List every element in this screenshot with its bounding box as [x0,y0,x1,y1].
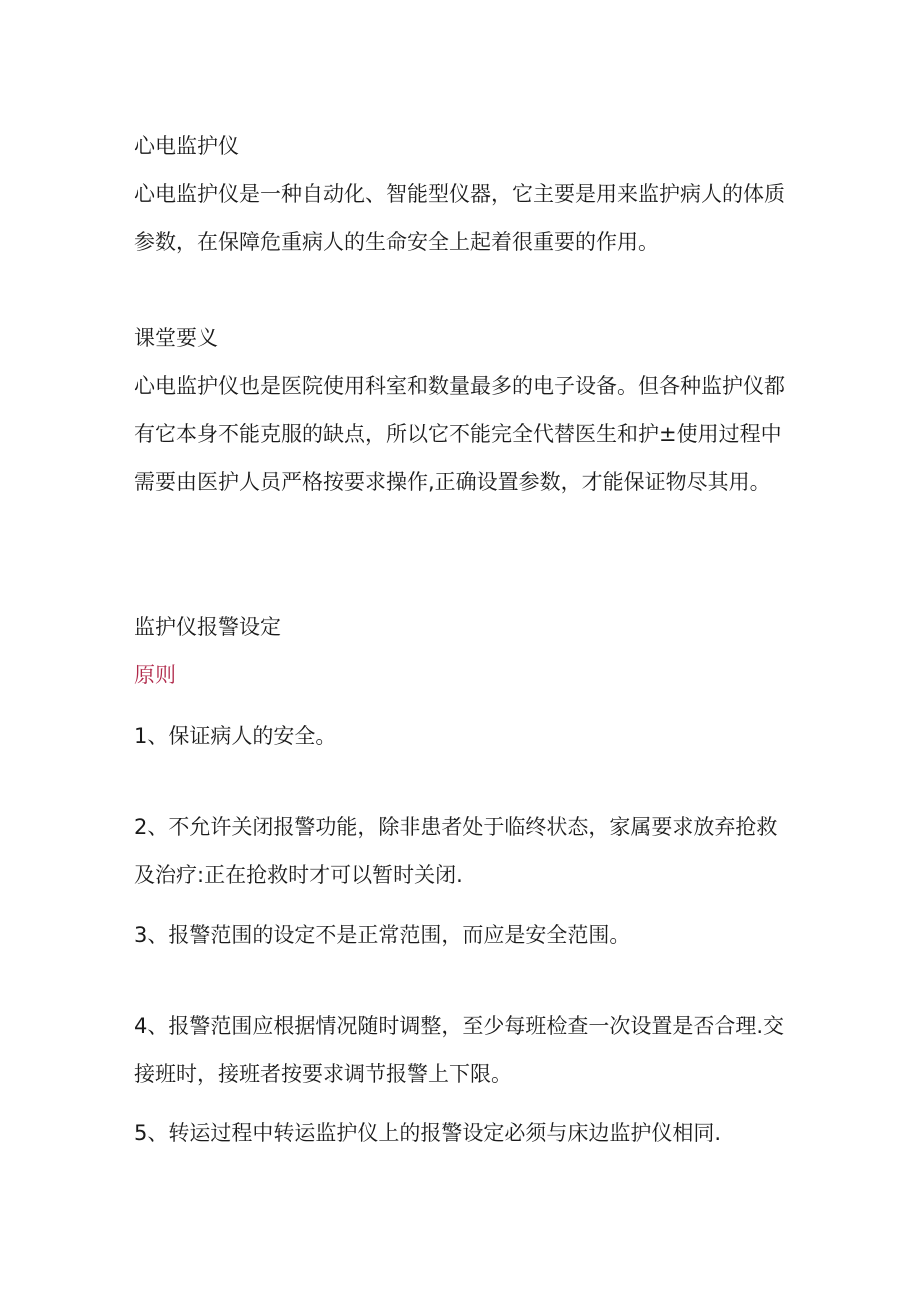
list-item: 1、保证病人的安全。 [134,724,337,748]
section-heading-alarm: 监护仪报警设定 [134,615,281,639]
section-heading-monitor: 心电监护仪 [134,134,239,158]
list-item: 2、不允许关闭报警功能，除非患者处于临终状态，家属要求放弃抢救及治疗:正在抢救时才可以暂时关闭. [134,815,778,887]
paragraph-monitor-intro: 心电监护仪是一种自动化、智能型仪器，它主要是用来监护病人的体质参数，在保障危重病人的生命安全上起着很重要的作用。 [134,182,785,254]
subheading-principles: 原则 [134,663,176,687]
list-item: 4、报警范围应根据情况随时调整，至少每班检查一次设置是否合理.交接班时，接班者按要求调节报警上下限。 [134,1014,785,1086]
list-item: 3、报警范围的设定不是正常范围，而应是安全范围。 [134,923,631,947]
section-heading-class: 课堂要义 [134,326,218,350]
list-item: 5、转运过程中转运监护仪上的报警设定必须与床边监护仪相同. [134,1121,722,1145]
paragraph-class-notes: 心电监护仪也是医院使用科室和数量最多的电子设备。但各种监护仪都有它本身不能克服的缺点，所以它不能完全代替医生和护±使用过程中需要由医护人员严格按要求操作,正确设置参数，才能保证物尽其用。 [134,374,785,494]
